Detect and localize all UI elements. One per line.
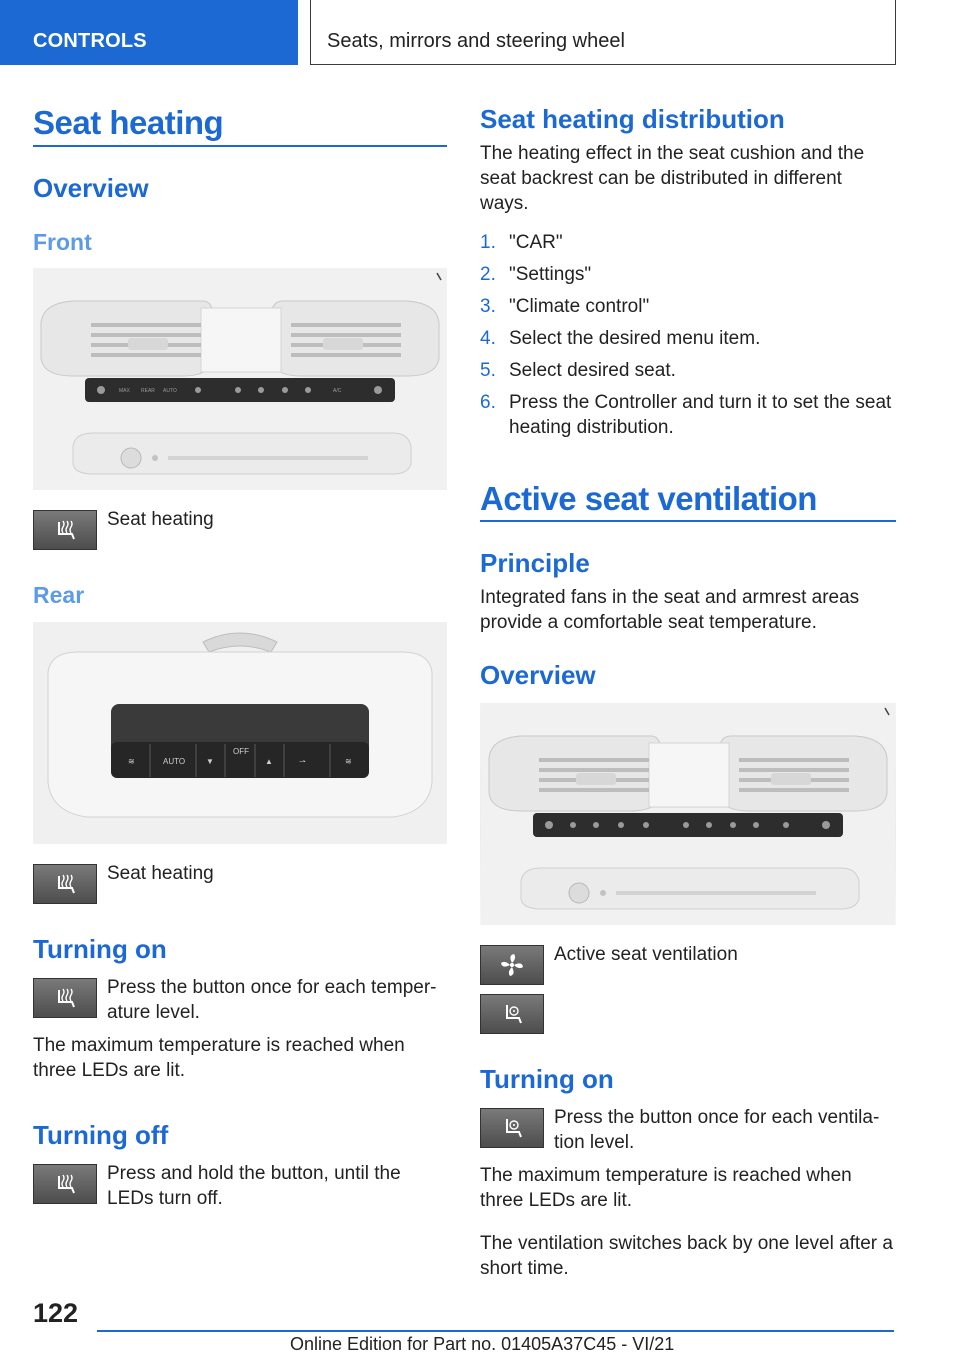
distribution-steps <box>480 230 896 447</box>
dash-rear-label: REAR <box>141 388 155 394</box>
section-label: CONTROLS <box>33 30 147 52</box>
footer-rule <box>97 1330 894 1332</box>
section-tab <box>0 0 298 65</box>
seat-heating-icon <box>33 510 97 550</box>
rear-seat-heating-icon <box>33 864 97 904</box>
turning-on-heading: Turning on <box>33 934 167 964</box>
svg-text:▲: ▲ <box>265 757 273 766</box>
step-item: 4. Select the desired menu item. <box>480 328 761 349</box>
overview-heading: Overview <box>33 173 149 203</box>
chapter-tab <box>310 0 896 65</box>
turning-on-text: Press the button once for each temper‐ature level. <box>107 977 437 1023</box>
front-dashboard-photo <box>33 268 447 490</box>
step-item: 6. Press the Controller and turn it to set the seat heating distribution. <box>480 392 892 438</box>
dash-ac-label: A/C <box>333 388 342 394</box>
footer-edition: Online Edition for Part no. 01405A37C45 - VI/21 <box>290 1334 675 1354</box>
svg-text:▼: ▼ <box>206 757 214 766</box>
step-item: 1. "CAR" <box>480 232 563 253</box>
ventilation-overview-heading: Overview <box>480 660 596 690</box>
rear-auto-label: AUTO <box>163 757 186 766</box>
front-dashboard-illustration <box>33 268 447 490</box>
distribution-text: The heating effect in the seat cushion and the seat backrest can be distributed in different ways. <box>480 143 865 214</box>
dash-max-label: MAX <box>119 388 130 394</box>
ventilation-title: Active seat ventilation <box>480 480 817 517</box>
ventilation-dashboard-photo <box>480 703 896 925</box>
svg-text:⇀: ⇀ <box>299 757 306 766</box>
rear-panel-illustration <box>33 622 447 844</box>
rear-heading: Rear <box>33 582 85 608</box>
step-item: 2. "Settings" <box>480 264 592 285</box>
fan-icon <box>480 945 544 985</box>
ventilation-switch-back-note: The ventilation switches back by one level after a short time. <box>480 1233 893 1279</box>
dash-auto-label: AUTO <box>163 388 177 394</box>
vent-icon-label: Active seat ventilation <box>554 944 738 965</box>
svg-text:≋: ≋ <box>345 757 352 766</box>
page-number: 122 <box>33 1298 79 1328</box>
principle-text: Integrated fans in the seat and armrest areas provide a comfortable seat temperature. <box>480 587 860 633</box>
turn-on-seat-ventilation-icon <box>480 1108 544 1148</box>
rear-off-label: OFF <box>233 747 249 756</box>
chapter-label: Seats, mirrors and steering wheel <box>327 30 625 52</box>
ventilation-turning-on-note: The maximum temperature is reached when three LEDs are lit. <box>480 1165 852 1211</box>
ventilation-turning-on-heading: Turning on <box>480 1064 614 1094</box>
rear-icon-label: Seat heating <box>107 863 214 884</box>
svg-text:≋: ≋ <box>128 757 135 766</box>
principle-heading: Principle <box>480 548 590 578</box>
ventilation-turning-on-text: Press the button once for each ventila‐tion level. <box>554 1107 880 1153</box>
seat-ventilation-icon <box>480 994 544 1034</box>
step-item: 3. "Climate control" <box>480 296 650 317</box>
distribution-heading: Seat heating distribution <box>480 104 785 134</box>
rear-panel-photo <box>33 622 447 844</box>
front-heading: Front <box>33 229 92 255</box>
front-icon-label: Seat heating <box>107 509 214 530</box>
turn-off-seat-heating-icon <box>33 1164 97 1204</box>
turning-on-note: The maximum temperature is reached when three LEDs are lit. <box>33 1035 405 1081</box>
step-item: 5. Select desired seat. <box>480 360 676 381</box>
turning-off-text: Press and hold the button, until the LEDs turn off. <box>107 1163 401 1209</box>
ventilation-rule <box>480 520 896 522</box>
title-rule <box>33 145 447 147</box>
ventilation-dashboard-illustration <box>480 703 896 925</box>
turning-off-heading: Turning off <box>33 1120 169 1150</box>
turn-on-seat-heating-icon <box>33 978 97 1018</box>
section-title: Seat heating <box>33 104 224 141</box>
